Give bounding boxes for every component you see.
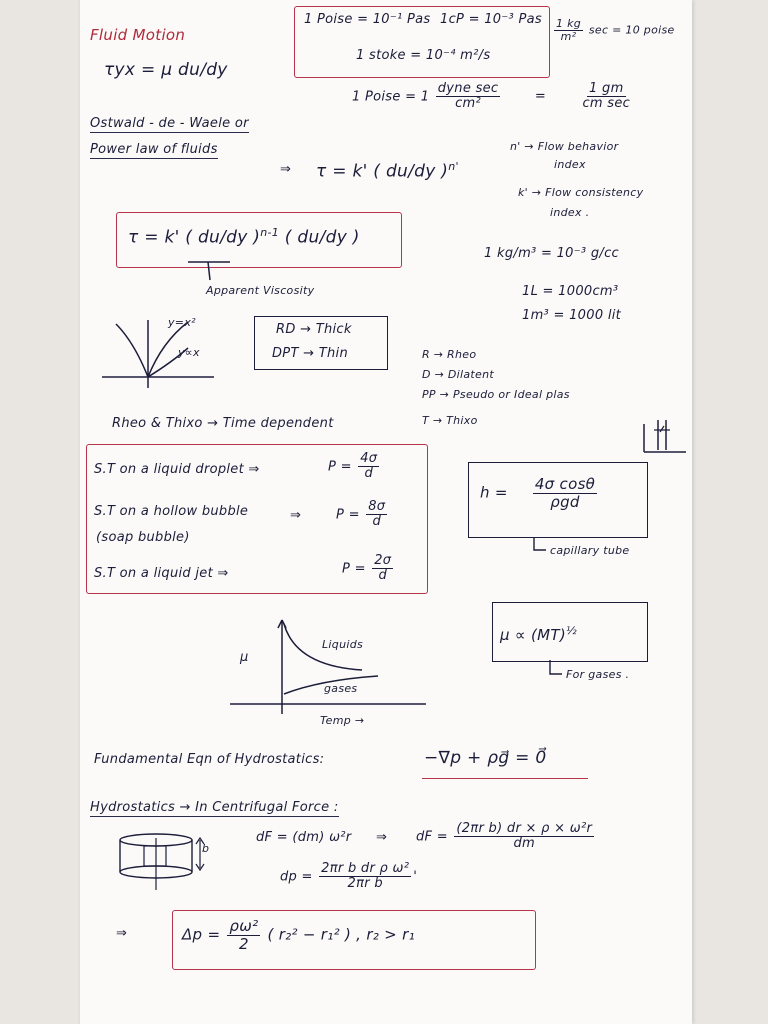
ro-thick: RD → Thick xyxy=(276,322,352,337)
df-equation: dF = (dm) ω²r xyxy=(256,830,352,845)
legend-dilatent: D → Dilatent xyxy=(422,368,494,381)
cylinder-sketch xyxy=(114,828,214,898)
hydrostatics-label: Fundamental Eqn of Hydrostatics: xyxy=(94,752,325,767)
capillary-note-arrow xyxy=(530,538,550,556)
liquids-curve-label: Liquids xyxy=(322,638,364,651)
legend-pseudo: PP → Pseudo or Ideal plas xyxy=(422,388,570,401)
stoke-def: 1 stoke = 10⁻⁴ m²/s xyxy=(356,48,491,63)
gas-note-arrow xyxy=(546,660,566,680)
legend-thixo: T → Thixo xyxy=(422,414,478,427)
poise-def-1: 1 Poise = 10⁻¹ Pas xyxy=(304,12,431,27)
final-arrow: ⇒ xyxy=(116,926,128,941)
st-droplet-label: S.T on a liquid droplet ⇒ xyxy=(94,462,260,477)
st-jet-equation: P = $\frac{2\sigma}{d}$ xyxy=(342,553,392,584)
ostwald-arrow: ⇒ xyxy=(280,162,292,177)
graph2-y-label: μ xyxy=(240,650,249,665)
power-law-equation: τ = k' ( du/dy )$^{n'}$ xyxy=(316,160,459,182)
time-dependent-note: Rheo & Thixo → Time dependent xyxy=(112,416,334,431)
centipoise-def: 1cP = 10⁻³ Pas xyxy=(440,12,542,27)
capillary-rise-equation: h = $\frac{\text{4σ cosθ}}{\text{ρgd}}$ xyxy=(480,475,596,511)
st-bubble-label: S.T on a hollow bubble xyxy=(94,504,249,519)
st-droplet-equation: P = $\frac{4\sigma}{d}$ xyxy=(328,451,378,482)
gases-curve-label: gases xyxy=(324,682,358,695)
curve-label-y-prop-x: y∝x xyxy=(178,346,200,359)
cubic-metre-conversion: 1m³ = 1000 lit xyxy=(522,308,622,323)
viscosity-temperature-graph xyxy=(220,610,430,720)
newton-law-equation: τyx = μ du/dy xyxy=(104,60,228,80)
st-bubble-arrow: ⇒ xyxy=(290,508,302,523)
capillary-tube-sketch xyxy=(640,418,690,458)
ostwald-heading: Ostwald - de - Waele or xyxy=(90,116,249,131)
power-law-heading: Power law of fluids xyxy=(90,142,218,157)
capillary-tube-note: capillary tube xyxy=(550,544,630,557)
legend-rheo: R → Rheo xyxy=(422,348,477,361)
poise-def-2: 1 Poise = 1 $\frac{\text{dyne sec}}{\text{cm²}}$ = $\frac{1 gm}{\text{cm sec}}$ xyxy=(352,81,631,112)
pressure-difference-equation: Δp = $\frac{\text{ρω²}}{2}$ ( r₂² − r₁² ) , r₂ > r₁ xyxy=(182,917,415,953)
density-conversion: 1 kg/m³ = 10⁻³ g/cc xyxy=(484,246,619,261)
graph2-x-label: Temp → xyxy=(320,714,365,727)
curve-label-y-x2: y=x² xyxy=(168,316,196,329)
dp-equation: dp = $\frac{\text{2πr b dr ρ ω²}}{\text{2πr b}}$ ' xyxy=(280,861,418,892)
flow-consistency-index: k' → Flow consistency xyxy=(518,186,644,199)
shear-rate-graph xyxy=(92,312,222,392)
flow-behavior-index: n' → Flow behavior xyxy=(510,140,619,153)
flow-behavior-index-2: index xyxy=(554,158,586,171)
apparent-viscosity-label: Apparent Viscosity xyxy=(206,284,315,297)
hydrostatics-underline xyxy=(422,778,588,779)
notebook-page xyxy=(80,0,692,1024)
litre-conversion: 1L = 1000cm³ xyxy=(522,284,619,299)
st-bubble-equation: P = $\frac{8\sigma}{d}$ xyxy=(336,499,386,530)
df-arrow: ⇒ xyxy=(376,830,388,845)
flow-consistency-index-2: index . xyxy=(550,206,590,219)
st-bubble-sub: (soap bubble) xyxy=(96,530,190,545)
page-title: Fluid Motion xyxy=(90,26,186,44)
centrifugal-heading: Hydrostatics → In Centrifugal Force : xyxy=(90,800,339,815)
apparent-viscosity-equation: τ = k' ( du/dy )$^{n-1}$ ( du/dy ) xyxy=(128,226,360,248)
cylinder-height-label: b xyxy=(202,842,210,855)
dpt-thin: DPT → Thin xyxy=(272,346,348,361)
df-expanded-equation: dF = $\frac{\text{(2πr b) dr × ρ × ω²r}}{dm}$ xyxy=(416,821,593,852)
kg-per-m-sec-def: $\frac{1 kg}{\text{m²}}$ sec = 10 poise xyxy=(556,17,675,44)
st-jet-label: S.T on a liquid jet ⇒ xyxy=(94,566,229,581)
hydrostatics-equation: −∇p + ρg⃗ = 0⃗ xyxy=(424,748,547,768)
gas-note: For gases . xyxy=(566,668,630,681)
gas-viscosity-equation: μ ∝ (MT)$^{\frac{1}{2}}$ xyxy=(500,624,577,644)
